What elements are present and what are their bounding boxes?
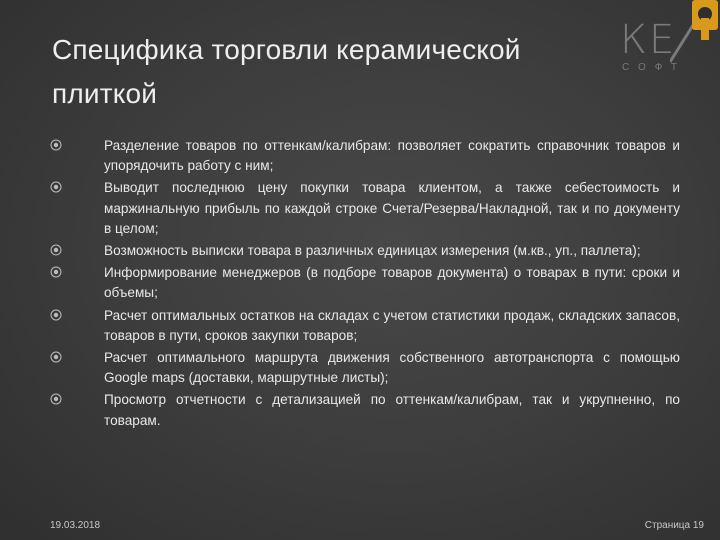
slide-title-line-1: Специфика торговли керамической: [52, 34, 521, 65]
list-item-text: Возможность выписки товара в различных единицах измерения (м.кв., уп., паллета);: [104, 243, 641, 259]
list-item: [50, 241, 680, 261]
circled-dot-bullet-icon: [50, 351, 62, 363]
list-item-text: Расчет оптимального маршрута движения собственного автотранспорта с помощью Google maps (доставки, маршрутные листы);: [104, 350, 680, 386]
list-item-text: Информирование менеджеров (в подборе товаров документа) о товарах в пути: сроки и объемы;: [104, 265, 680, 301]
circled-dot-bullet-icon: [50, 244, 62, 256]
footer-page-number: Страница 19: [644, 520, 704, 531]
list-item: [50, 136, 680, 176]
list-item-text: Просмотр отчетности с детализацией по оттенкам/калибрам, так и укрупненно, по товарам.: [104, 392, 680, 428]
slide-title: [52, 28, 622, 116]
logo-letters: КЕ: [620, 17, 677, 63]
list-item: [50, 263, 680, 303]
circled-dot-bullet-icon: [50, 139, 62, 151]
list-item-text: Выводит последнюю цену покупки товара клиентом, а также себестоимость и маржинальную прибыль по каждой строке Счета/Резерва/Накладной, так и по документу в целом;: [104, 180, 680, 236]
logo-subtitle: СОФТ: [622, 62, 686, 73]
footer-date: 19.03.2018: [50, 520, 101, 531]
company-logo: [618, 0, 720, 86]
list-item-text: Расчет оптимальных остатков на складах с учетом статистики продаж, складских запасов, товаров в пути, сроков закупки товаров;: [104, 307, 680, 343]
list-item: [50, 178, 680, 239]
circled-dot-bullet-icon: [50, 393, 62, 405]
circled-dot-bullet-icon: [50, 181, 62, 193]
list-item: [50, 306, 680, 346]
bullet-list: [50, 136, 680, 433]
list-item-text: Разделение товаров по оттенкам/калибрам: позволяет сократить справочник товаров и упорядочить работу с ним;: [104, 138, 680, 174]
circled-dot-bullet-icon: [50, 266, 62, 278]
list-item: [50, 348, 680, 388]
logo-mark-icon: [670, 0, 720, 64]
circled-dot-bullet-icon: [50, 309, 62, 321]
slide-title-line-2: плиткой: [52, 78, 158, 109]
list-item: [50, 390, 680, 430]
